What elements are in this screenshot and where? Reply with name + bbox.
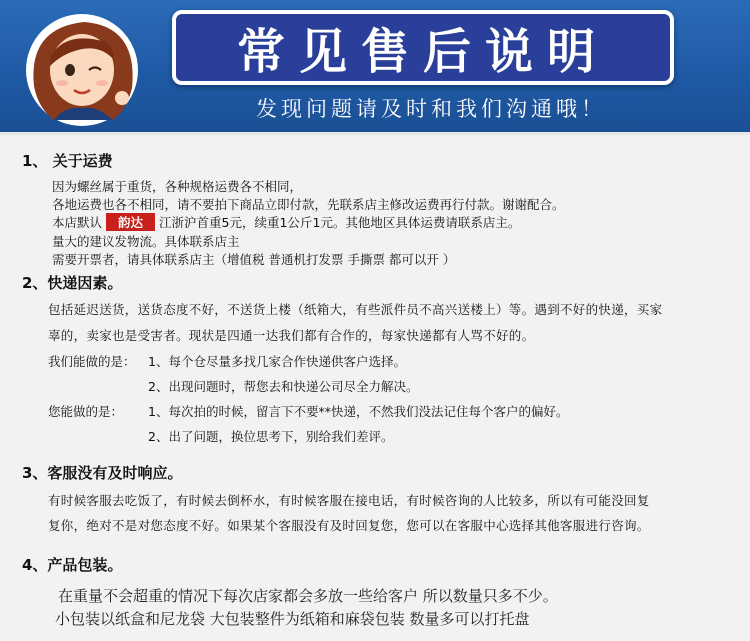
you-can-item-2: 2、出了问题，换位思考下，别给我们差评。 [148,429,394,444]
shipping-line-1: 因为螺丝属于重货，各种规格运费各不相同， [52,179,303,194]
avatar-illustration-icon [14,8,154,133]
section-title-courier: 2、快递因素。 [22,274,123,292]
banner-divider [0,132,750,135]
you-can-item-1: 1、每次拍的时候，留言下不要**快递，不然我们没法记住每个客户的偏好。 [148,404,569,419]
service-paragraph-1: 有时候客服去吃饭了，有时候去倒杯水，有时候客服在接电话，有时候咨询的人比较多，所以有可能没回复 [48,493,650,508]
you-can-label: 您能做的是： [48,404,124,419]
header-banner [0,0,750,135]
shipping-line-4: 量大的建议发物流。具体联系店主 [52,234,240,249]
we-can-item-1: 1、每个仓尽量多找几家合作快递供客户选择。 [148,354,406,369]
shipping-line-3-suffix: 江浙沪首重5元，续重1公斤1元。其他地区具体运费请联系店主。 [159,215,521,230]
title-box [172,10,674,85]
shipping-line-2: 各地运费也各不相同，请不要拍下商品立即付款，先联系店主修改运费再行付款。谢谢配合。 [52,197,565,212]
section-title-shipping: 1、 关于运费 [22,152,113,170]
packaging-line-1: 在重量不会超重的情况下每次店家都会多放一些给客户 所以数量只多不少。 [58,587,558,605]
we-can-label: 我们能做的是： [48,354,136,369]
packaging-line-2: 小包装以纸盒和尼龙袋 大包装整件为纸箱和麻袋包装 数量多可以打托盘 [55,610,530,628]
courier-paragraph-2: 辜的，卖家也是受害者。现状是四通一达我们都有合作的，每家快递都有人骂不好的。 [48,328,535,343]
courier-paragraph-1: 包括延迟送货，送货态度不好，不送货上楼（纸箱大，有些派件员不高兴送楼上）等。遇到不好的快递，买家 [48,302,663,317]
we-can-item-2: 2、出现问题时，帮您去和快递公司尽全力解决。 [148,379,419,394]
shipping-line-3-prefix: 本店默认 [52,215,103,230]
shipping-line-5: 需要开票者，请具体联系店主（增值税 普通机打发票 手撕票 都可以开 ） [52,252,456,267]
section-title-packaging: 4、产品包装。 [22,556,123,574]
service-paragraph-2: 复你，绝对不是对您态度不好。如果某个客服没有及时回复您，您可以在客服中心选择其他客服进行咨询。 [48,518,650,533]
shipping-line-3 [52,213,520,231]
courier-badge: 韵达 [106,213,155,231]
section-title-service: 3、客服没有及时响应。 [22,464,183,482]
page-title: 常见售后说明 [236,24,609,80]
page-subtitle: 发现问题请及时和我们沟通哦！ [256,97,606,121]
